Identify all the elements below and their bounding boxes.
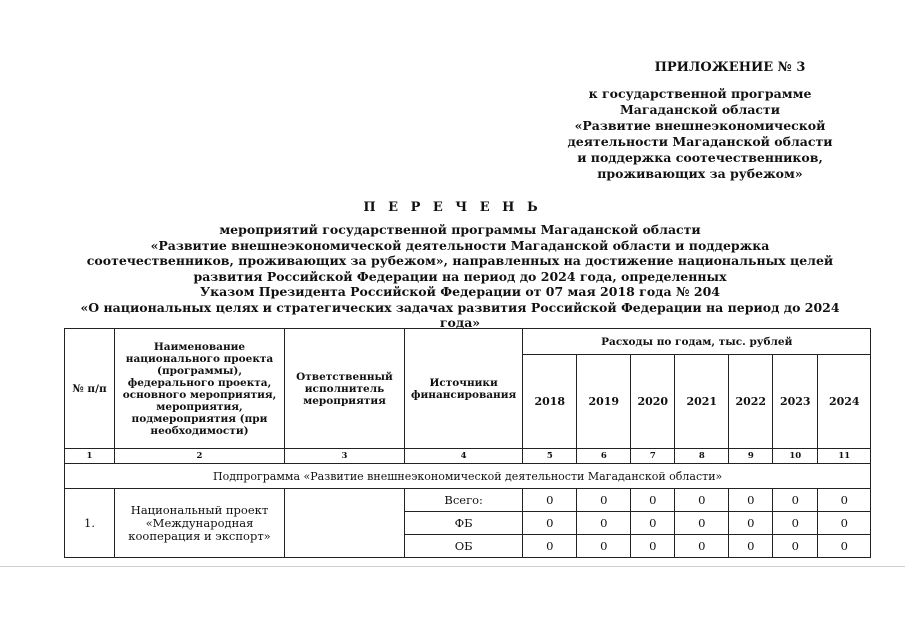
value-cell: 0 — [523, 535, 577, 558]
value-cell: 0 — [577, 535, 631, 558]
value-cell: 0 — [675, 512, 729, 535]
measures-table — [64, 328, 871, 558]
value-cell: 0 — [818, 489, 871, 512]
document-heading: П Е Р Е Ч Е Н Ь — [363, 200, 542, 215]
subprogram-row: Подпрограмма «Развитие внешнеэкономической деятельности Магаданской области» — [65, 464, 871, 489]
source-cell: Всего: — [405, 489, 523, 512]
appendix-line: «Развитие внешнеэкономической — [574, 118, 826, 133]
value-cell: 0 — [631, 489, 675, 512]
appendix-line: Магаданской области — [619, 102, 781, 117]
value-cell: 0 — [773, 535, 818, 558]
column-number: 8 — [675, 449, 729, 464]
column-number: 11 — [818, 449, 871, 464]
value-cell: 0 — [729, 512, 773, 535]
title-line: развития Российской Федерации на период до 2024 года, определенных — [193, 268, 727, 284]
row-executor — [285, 489, 405, 558]
column-number: 5 — [523, 449, 577, 464]
value-cell: 0 — [675, 489, 729, 512]
header-year: 2018 — [523, 355, 577, 449]
header-executor: Ответственный исполнитель мероприятия — [285, 329, 405, 449]
column-number: 4 — [405, 449, 523, 464]
column-number: 7 — [631, 449, 675, 464]
document-title — [60, 222, 860, 331]
appendix-line: проживающих за рубежом» — [597, 166, 803, 181]
appendix-line: и поддержка соотечественников, — [577, 150, 823, 165]
value-cell: 0 — [818, 512, 871, 535]
title-line: мероприятий государственной программы Магаданской области — [219, 222, 701, 237]
row-num: 1. — [65, 489, 115, 558]
appendix-line: к государственной программе — [588, 86, 812, 101]
header-num: № п/п — [65, 329, 115, 449]
header-name: Наименование национального проекта (программы), федерального проекта, основного мероприятия, мероприятия, подмероприятия (при необходимости) — [115, 329, 285, 449]
source-cell: ОБ — [405, 535, 523, 558]
appendix-block — [560, 60, 840, 182]
value-cell: 0 — [729, 535, 773, 558]
column-number: 2 — [115, 449, 285, 464]
header-year: 2022 — [729, 355, 773, 449]
header-year: 2019 — [577, 355, 631, 449]
header-expenses: Расходы по годам, тыс. рублей — [523, 329, 871, 355]
value-cell: 0 — [577, 489, 631, 512]
scan-edge-line — [0, 566, 905, 567]
title-line: «О национальных целях и стратегических задачах развития Российской Федерации на период до 2024 года» — [80, 299, 840, 330]
header-year: 2024 — [818, 355, 871, 449]
title-line: соотечественников, проживающих за рубежом», направленных на достижение национальных целей — [86, 253, 834, 268]
column-number: 1 — [65, 449, 115, 464]
source-cell: ФБ — [405, 512, 523, 535]
column-number: 3 — [285, 449, 405, 464]
value-cell: 0 — [577, 512, 631, 535]
value-cell: 0 — [729, 489, 773, 512]
row-name: Национальный проект «Международная кооперация и экспорт» — [115, 489, 285, 558]
value-cell: 0 — [631, 512, 675, 535]
value-cell: 0 — [523, 489, 577, 512]
appendix-number: ПРИЛОЖЕНИЕ № 3 — [654, 60, 806, 75]
value-cell: 0 — [773, 512, 818, 535]
header-year: 2020 — [631, 355, 675, 449]
column-number: 10 — [773, 449, 818, 464]
value-cell: 0 — [523, 512, 577, 535]
appendix-line: деятельности Магаданской области — [567, 134, 833, 149]
header-year: 2023 — [773, 355, 818, 449]
column-number: 6 — [577, 449, 631, 464]
value-cell: 0 — [773, 489, 818, 512]
title-line: Указом Президента Российской Федерации от 07 мая 2018 года № 204 — [199, 284, 720, 299]
header-year: 2021 — [675, 355, 729, 449]
header-sources: Источники финансирования — [405, 329, 523, 449]
value-cell: 0 — [675, 535, 729, 558]
value-cell: 0 — [631, 535, 675, 558]
value-cell: 0 — [818, 535, 871, 558]
title-line: «Развитие внешнеэкономической деятельности Магаданской области и поддержка — [150, 237, 770, 253]
column-number: 9 — [729, 449, 773, 464]
